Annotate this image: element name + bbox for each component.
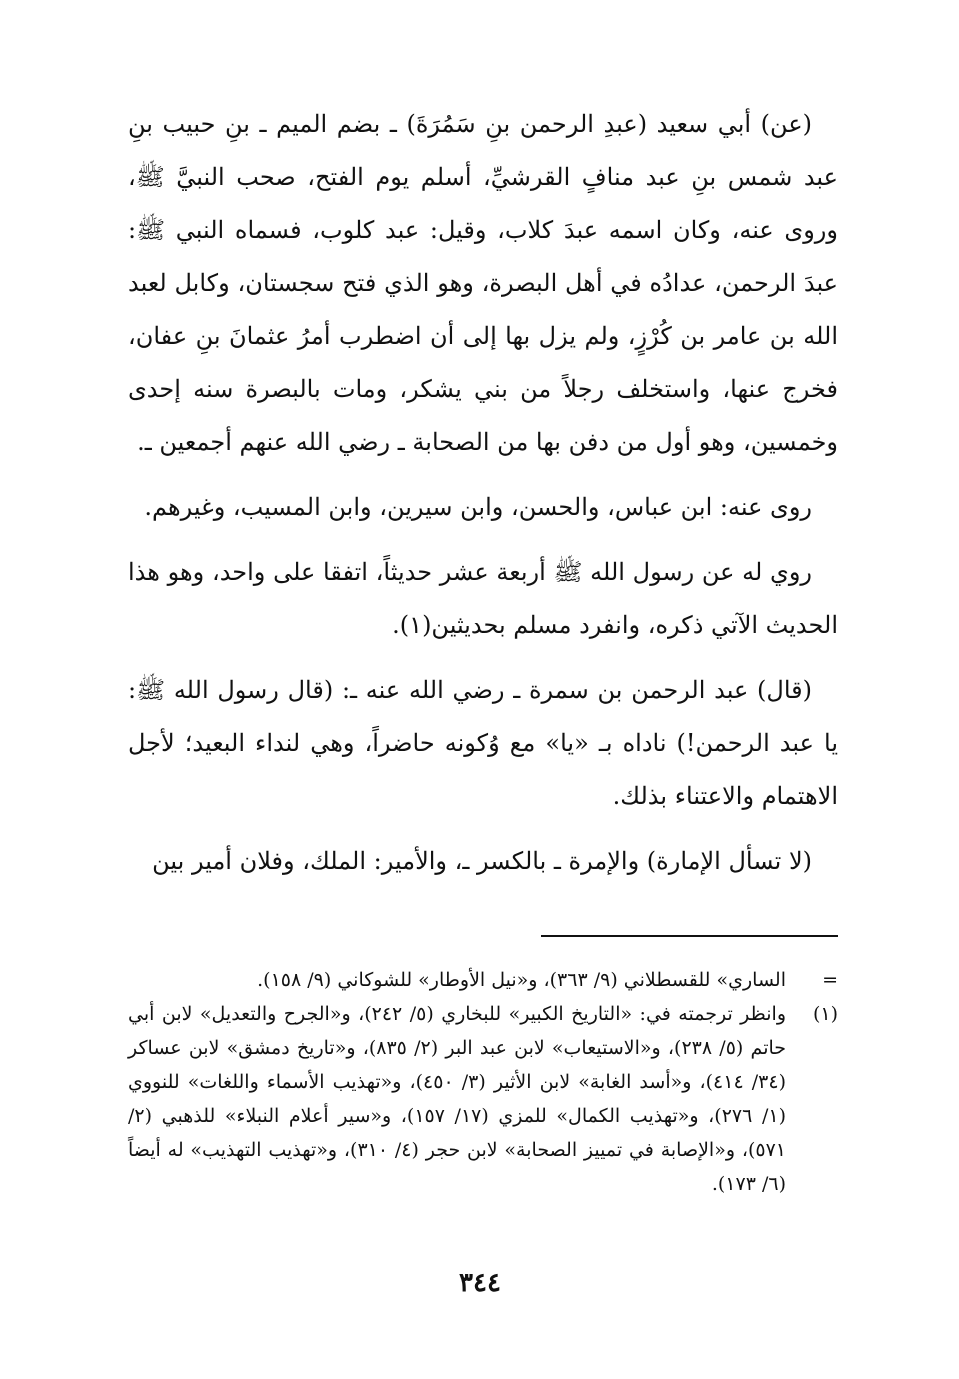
footnote-text: الساري» للقسطلاني (٩/ ٣٦٣)، و«نيل الأوطار» للشوكاني (٩/ ١٥٨). bbox=[257, 969, 786, 991]
page-number: ٣٤٤ bbox=[459, 1268, 501, 1298]
footnote-continuation bbox=[128, 963, 838, 997]
footnote-1 bbox=[128, 997, 838, 1201]
paragraph-narrators: روى عنه: ابن عباس، والحسن، وابن سيرين، وابن المسيب، وغيرهم. bbox=[144, 493, 812, 521]
footnotes bbox=[128, 963, 838, 1201]
paragraph-hadith-count: روي له عن رسول الله ﷺ أربعة عشر حديثاً، اتفقا على واحد، وهو هذا الحديث الآتي ذكره، وانفرد مسلم بحديثين(١). bbox=[128, 558, 838, 639]
main-text bbox=[128, 98, 838, 900]
paragraph-biography: (عن) أبي سعيد (عبدِ الرحمن بنِ سَمُرَةَ) ـ بضم الميم ـ بنِ حبيب بنِ عبد شمس بنِ عبد منافٍ القرشيِّ، أسلم يوم الفتح، صحب النبيَّ ﷺ، وروى عنه، وكان اسمه عبدَ كلاب، وقيل: عبد كلوب، فسماه النبي ﷺ: عبدَ الرحمن، عدادُه في أهل البصرة، وهو الذي فتح سجستان، وكابل لعبد الله بن عامر بن كُرْزٍ، ولم يزل بها إلى أن اضطرب أمرُ عثمانَ بنِ عفان، فخرج عنها، واستخلف رجلاً من بني يشكر، ومات بالبصرة سنه إحدى وخمسين، وهو أول من دفن بها من الصحابة ـ رضي الله عنهم أجمعين ـ. bbox=[128, 110, 839, 456]
footnote-marker: = bbox=[822, 969, 838, 991]
footnote-separator bbox=[541, 935, 838, 937]
footnote-text: وانظر ترجمته في: «التاريخ الكبير» للبخاري (٥/ ٢٤٢)، و«الجرح والتعديل» لابن أبي حاتم (٥/ ٢٣٨)، و«الاستيعاب» لابن عبد البر (٢/ ٨٣٥)، و«تاريخ دمشق» لابن عساكر (٣٤/ ٤١٤)، و«أسد الغابة» لابن الأثير (٣/ ٤٥٠)، و«تهذيب الأسماء واللغات» للنووي (١/ ٢٧٦)، و«تهذيب الكمال» للمزي (١٧/ ١٥٧)، و«سير أعلام النبلاء» للذهبي (٢/ ٥٧١)، و«الإصابة في تمييز الصحابة» لابن حجر (٤/ ٣١٠)، و«تهذيب التهذيب» له أيضاً (٦/ ١٧٣). bbox=[128, 1003, 787, 1195]
footnote-marker: (١) bbox=[812, 1003, 838, 1025]
paragraph-hadith-text: (قال) عبد الرحمن بن سمرة ـ رضي الله عنه ـ: (قال رسول الله ﷺ: يا عبد الرحمن!) ناداه بـ «يا» مع وُكونه حاضراً، وهي لنداء البعيد؛ لأجل الاهتمام والاعتناء بذلك. bbox=[128, 676, 838, 810]
paragraph-emirate: (لا تسأل الإمارة) والإمرة ـ بالكسر ـ، والأمير: الملك، وفلان أمير بين bbox=[152, 847, 812, 875]
